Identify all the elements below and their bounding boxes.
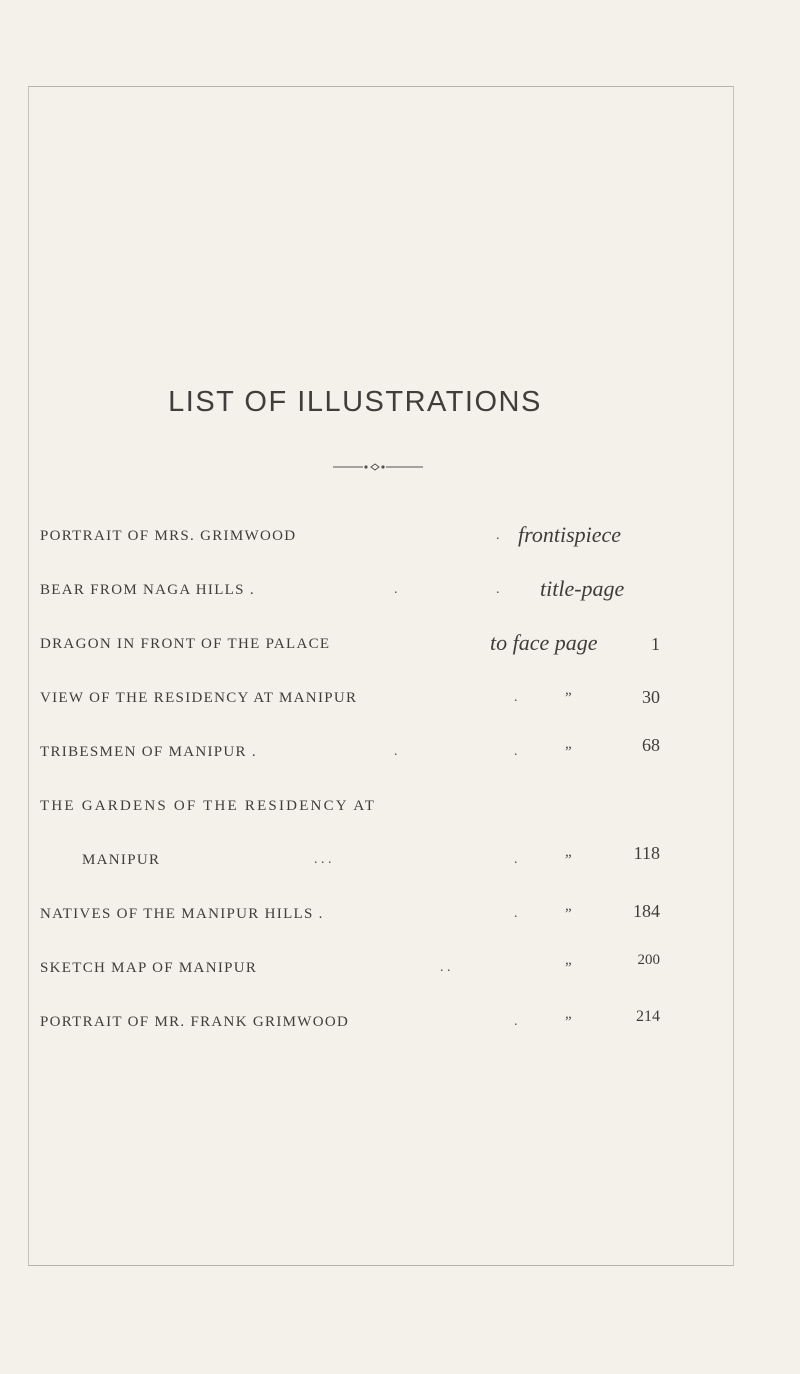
ornament-rule [333, 462, 423, 472]
ditto-mark: ” [565, 960, 572, 976]
entry-title: DRAGON IN FRONT OF THE PALACE [40, 636, 331, 652]
page-number: 214 [636, 1008, 660, 1025]
page-number: 200 [637, 952, 660, 968]
page-number: 30 [642, 687, 660, 707]
entry-title: PORTRAIT OF MRS. GRIMWOOD [40, 528, 297, 544]
entry-title: PORTRAIT OF MR. FRANK GRIMWOOD [40, 1014, 350, 1030]
entry-title: NATIVES OF THE MANIPUR HILLS . [40, 906, 324, 922]
leader-dots: . [514, 690, 518, 705]
ditto-mark: ” [565, 906, 572, 922]
ditto-mark: ” [565, 744, 572, 760]
illustration-entry [0, 901, 800, 936]
entry-reference: title-page [540, 576, 625, 601]
page-number: 184 [633, 901, 660, 921]
leader-dots: . [514, 1014, 518, 1029]
page-number: 1 [651, 634, 660, 654]
ditto-mark: ” [565, 1014, 572, 1030]
entry-title: MANIPUR [82, 852, 161, 868]
entry-title: VIEW OF THE RESIDENCY AT MANIPUR [40, 690, 358, 706]
leader-dots: . [514, 906, 518, 921]
entry-title: SKETCH MAP OF MANIPUR [40, 960, 258, 976]
entry-title: BEAR FROM NAGA HILLS . [40, 582, 255, 598]
ditto-mark: ” [565, 852, 572, 868]
entry-reference: to face page [490, 630, 598, 655]
illustration-entry [0, 798, 800, 828]
page-number: 68 [642, 735, 660, 755]
leader-dots: . . [440, 960, 451, 975]
illustration-entry [0, 576, 800, 612]
illustration-entry [0, 522, 800, 558]
ditto-mark: ” [565, 690, 572, 706]
leader-dots: . . . [314, 852, 332, 867]
leader-dots: . [394, 744, 398, 759]
page-border [28, 86, 734, 1266]
entry-title: TRIBESMEN OF MANIPUR . [40, 744, 257, 760]
illustration-entry [0, 1008, 800, 1044]
leader-dots: . [394, 582, 398, 597]
page-number: 118 [633, 843, 660, 863]
illustration-entry [0, 630, 800, 666]
illustration-entry [0, 735, 800, 774]
illustration-entry [0, 843, 800, 882]
entry-reference: frontispiece [518, 522, 622, 547]
leader-dots: . [514, 852, 518, 867]
page-title: LIST OF ILLUSTRATIONS [168, 386, 542, 418]
leader-dots: . [514, 744, 518, 759]
leader-dots: . [496, 582, 500, 597]
entry-title: THE GARDENS OF THE RESIDENCY AT [40, 798, 377, 814]
illustration-entry [0, 952, 800, 990]
illustration-entry [0, 687, 800, 720]
leader-dots: . [496, 528, 500, 543]
